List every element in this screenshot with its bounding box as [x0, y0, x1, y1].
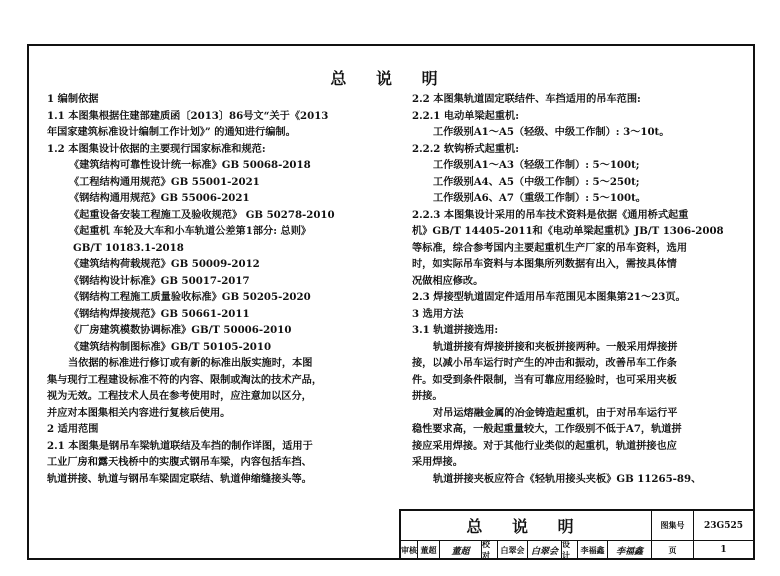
- page-number: 1: [720, 545, 727, 555]
- designer-signature: 李福鑫: [615, 546, 643, 557]
- text-line: 对吊运熔融金属的冶金铸造起重机，由于对吊车运行平: [433, 406, 678, 419]
- text-line: 集与现行工程建设标准不符的内容、限制或淘汰的技术产品，: [47, 373, 323, 386]
- text-line: 《起重设备安装工程施工及验收规范》 GB 50278-2010: [69, 208, 335, 221]
- text-line: 《建筑结构可靠性设计统一标准》GB 50068-2018: [69, 159, 311, 171]
- text-line: 接，以减小吊车运行时产生的冲击和振动，改善吊车工作条: [412, 357, 677, 369]
- page-number-label: 页: [668, 544, 677, 555]
- reviewer-signature: 董超: [451, 546, 470, 557]
- review-label: 审核: [401, 544, 417, 555]
- text-line: 《钢结构设计标准》GB 50017-2017: [69, 274, 250, 287]
- atlas-number-label: 图集号: [660, 520, 685, 530]
- text-line: 2.2.1 电动单梁起重机:: [412, 109, 519, 122]
- text-line: 工作级别A4、A5（中级工作制）: 5～250t;: [433, 175, 640, 188]
- title-block-title: 总 说 明: [466, 517, 586, 536]
- text-line: 《建筑结构荷载规范》GB 50009-2012: [69, 258, 260, 270]
- text-line: 稳性要求高，一般起重量较大，工作级别不低于A7，轨道拼: [412, 423, 682, 435]
- text-line: 等标准，综合参考国内主要起重机生产厂家的吊车资料，选用: [412, 241, 688, 254]
- text-line: 况做相应修改。: [412, 274, 484, 287]
- reviewer-name: 董超: [420, 544, 437, 555]
- check-label: 校对: [482, 539, 490, 560]
- text-line: 3.1 轨道拼接选用:: [412, 324, 499, 336]
- text-line: 1 编制依据: [47, 93, 99, 105]
- text-line: 2.2.2 软钩桥式起重机:: [412, 142, 519, 155]
- text-line: GB/T 10183.1-2018: [73, 241, 184, 254]
- text-line: 3 选用方法: [412, 307, 464, 320]
- text-line: 当依据的标准进行修订或有新的标准出版实施时，本图: [68, 357, 313, 369]
- text-line: 并应对本图集相关内容进行复核后使用。: [47, 406, 231, 419]
- text-line: 《钢结构通用规范》GB 55006-2021: [69, 192, 250, 204]
- text-line: 年国家建筑标准设计编制工作计划》” 的通知进行编制。: [47, 126, 296, 138]
- text-line: 轨道拼接夹板应符合《轻轨用接头夹板》GB 11265-89、: [433, 472, 702, 485]
- text-line: 视为无效。工程技术人员在参考使用时，应注意加以区分，: [47, 390, 312, 402]
- checker-signature: 白翠会: [530, 546, 558, 557]
- text-line: 2.1 本图集是钢吊车梁轨道联结及车挡的制作详图，适用于: [47, 439, 313, 452]
- text-line: 工作级别A1～A5（轻级、中级工作制）: 3～10t。: [433, 126, 670, 138]
- title-block: [399, 509, 753, 558]
- text-line: 《钢结构焊接规范》GB 50661-2011: [69, 307, 250, 320]
- text-line: 时，如实际吊车资料与本图集所列数据有出入，需按具体情: [412, 258, 677, 270]
- text-line: 工业厂房和露天栈桥中的实腹式钢吊车梁，内容包括车挡、: [47, 456, 312, 468]
- text-line: 1.2 本图集设计依据的主要现行国家标准和规范:: [47, 142, 266, 155]
- text-line: 轨道拼接有焊接拼接和夹板拼接两种。一般采用焊接拼: [433, 340, 678, 353]
- designer-name: 李福鑫: [580, 544, 605, 555]
- right-text-column: [412, 91, 742, 487]
- text-line: 接应采用焊接。对于其他行业类似的起重机，轨道拼接也应: [412, 439, 677, 452]
- text-line: 《工程结构通用规范》GB 55001-2021: [69, 175, 260, 188]
- text-line: 1.1 本图集根据住建部建质函〔2013〕86号文“关于《2013: [47, 109, 329, 122]
- text-line: 2.3 焊接型轨道固定件适用吊车范围见本图集第21～23页。: [412, 291, 686, 303]
- text-line: 轨道拼接、轨道与钢吊车梁固定联结、轨道伸缩缝接头等。: [47, 472, 312, 485]
- text-line: 《钢结构工程施工质量验收标准》GB 50205-2020: [69, 291, 311, 303]
- text-line: 《厂房建筑模数协调标准》GB/T 50006-2010: [69, 324, 292, 336]
- text-line: 《建筑结构制图标准》GB/T 50105-2010: [69, 340, 272, 353]
- text-line: 工作级别A6、A7（重级工作制）: 5～100t。: [433, 192, 646, 204]
- text-line: 拼接。: [412, 390, 443, 402]
- design-label: 设计: [562, 539, 570, 560]
- text-line: 工作级别A1～A3（轻级工作制）: 5～100t;: [433, 159, 640, 171]
- left-text-column: [47, 91, 395, 487]
- text-line: 2.2 本图集轨道固定联结件、车挡适用的吊车范围:: [412, 93, 641, 105]
- text-line: 采用焊接。: [412, 456, 463, 468]
- text-line: 《起重机 车轮及大车和小车轨道公差第1部分: 总则》: [69, 225, 312, 237]
- text-line: 件。如受到条件限制，当有可靠应用经验时，也可采用夹板: [412, 373, 677, 386]
- text-line: 2.2.3 本图集设计采用的吊车技术资料是依据《通用桥式起重: [412, 208, 689, 221]
- page-title: 总 说 明: [330, 69, 450, 88]
- checker-name: 白翠会: [500, 544, 525, 555]
- text-line: 机》GB/T 14405-2011和《电动单梁起重机》JB/T 1306-2008: [412, 225, 724, 237]
- atlas-number: 23G525: [704, 520, 743, 531]
- text-line: 2 适用范围: [47, 423, 99, 435]
